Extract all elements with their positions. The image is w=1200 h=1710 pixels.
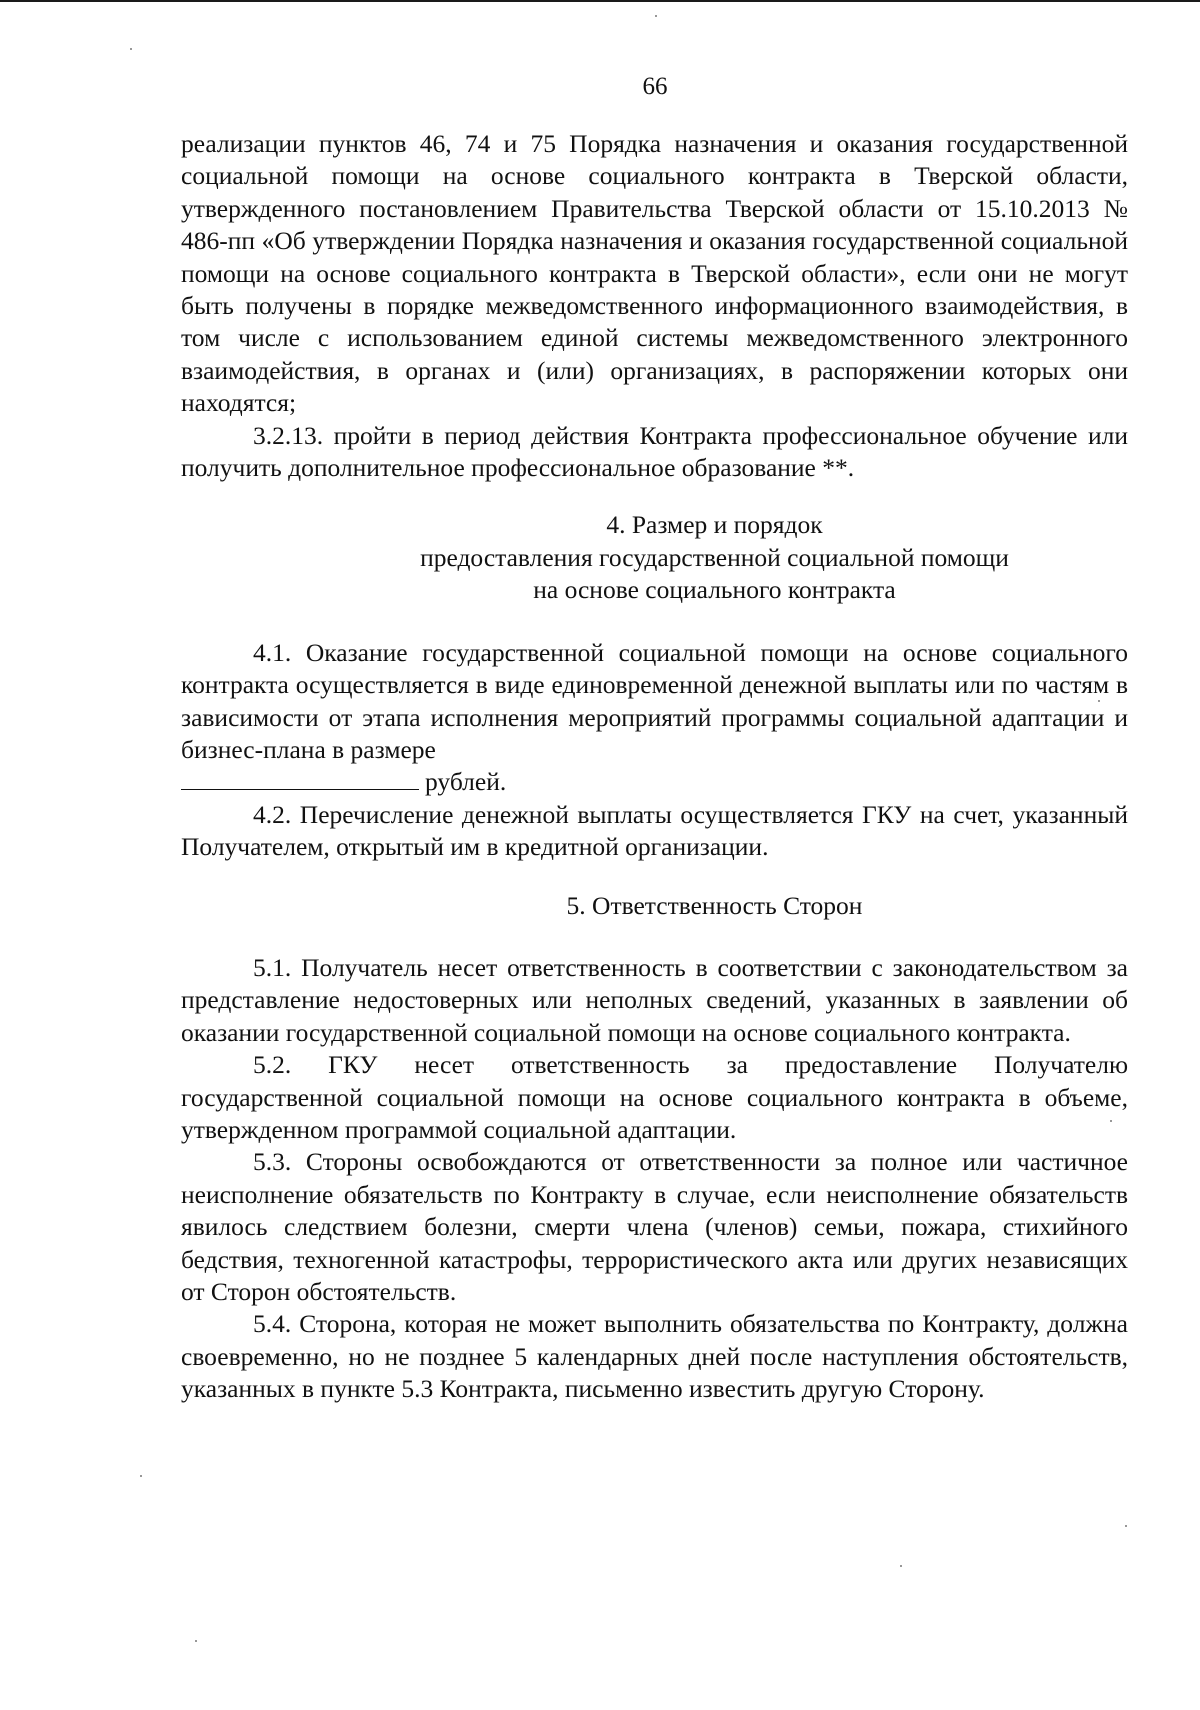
section-4-heading bbox=[181, 509, 1128, 606]
scan-speck bbox=[130, 48, 132, 50]
section-4-heading-line-3: на основе социального контракта bbox=[533, 575, 896, 605]
scan-speck bbox=[140, 1475, 142, 1477]
scan-speck bbox=[655, 15, 657, 17]
paragraph-5-4: 5.4. Сторона, которая не может выполнить обязательства по Контракту, должна своевременно, но не позднее 5 календарных дней после наступления обстоятельств, указанных в пункте 5.3 Контракта, письменно известить другую Сторону. bbox=[181, 1309, 1128, 1404]
scan-speck bbox=[1098, 700, 1100, 702]
scan-speck bbox=[195, 1640, 197, 1642]
scan-speck bbox=[1110, 1120, 1112, 1122]
scan-speck bbox=[1125, 1525, 1127, 1527]
section-4-heading-line-1: 4. Размер и порядок bbox=[606, 510, 823, 540]
paragraph-5-3: 5.3. Стороны освобождаются от ответственности за полное или частичное неисполнение обязательств по Контракту в случае, если неисполнение обязательств явилось следствием болезни, смерти члена (членов) семьи, пожара, стихийного бедствия, техногенной катастрофы, террористического акта или других независящих от Сторон обстоятельств. bbox=[181, 1147, 1128, 1306]
section-5-heading-line: 5. Ответственность Сторон bbox=[566, 890, 863, 920]
paragraph-4-2: 4.2. Перечисление денежной выплаты осуществляется ГКУ на счет, указанный Получателем, открытый им в кредитной организации. bbox=[181, 799, 1128, 862]
amount-unit: рублей. bbox=[425, 767, 507, 797]
paragraph-4-1-amount-line bbox=[181, 766, 1128, 798]
amount-blank-line bbox=[181, 769, 419, 790]
page-number: 66 bbox=[642, 73, 668, 100]
paragraph-continuation: реализации пунктов 46, 74 и 75 Порядка назначения и оказания государственной социальной помощи на основе социального контракта в Тверской области, утвержденного постановлением Правительства Тверской области от 15.10.2013 № 486-пп «Об утверждении Порядка назначения и оказания государственной социальной помощи на основе социального контракта в Тверской области», если они не могут быть получены в порядке межведомственного информационного взаимодействия, в том числе с использованием единой системы межведомственного электронного взаимодействия, в органах и (или) организациях, в распоряжении которых они находятся; bbox=[181, 129, 1128, 418]
paragraph-5-1: 5.1. Получатель несет ответственность в соответствии с законодательством за представление недостоверных или неполных сведений, указанных в заявлении об оказании государственной социальной помощи на основе социального контракта. bbox=[181, 952, 1128, 1047]
section-5-heading bbox=[181, 890, 1128, 922]
page-top-edge bbox=[0, 0, 1200, 2]
document-body bbox=[181, 128, 1128, 1406]
paragraph-4-1-text: 4.1. Оказание государственной социальной помощи на основе социального контракта осуществляется в виде единовременной денежной выплаты или по частям в зависимости от этапа исполнения мероприятий программы социальной адаптации и бизнес-плана в размере bbox=[181, 637, 1128, 764]
paragraph-4-1 bbox=[181, 637, 1128, 767]
paragraph-3-2-13: 3.2.13. пройти в период действия Контракта профессиональное обучение или получить дополнительное профессиональное образование **. bbox=[181, 420, 1128, 483]
paragraph-5-2: 5.2. ГКУ несет ответственность за предоставление Получателю государственной социальной помощи на основе социального контракта в объеме, утвержденном программой социальной адаптации. bbox=[181, 1050, 1128, 1144]
section-4-heading-line-2: предоставления государственной социальной помощи bbox=[420, 542, 1009, 572]
scan-speck bbox=[900, 1565, 902, 1567]
